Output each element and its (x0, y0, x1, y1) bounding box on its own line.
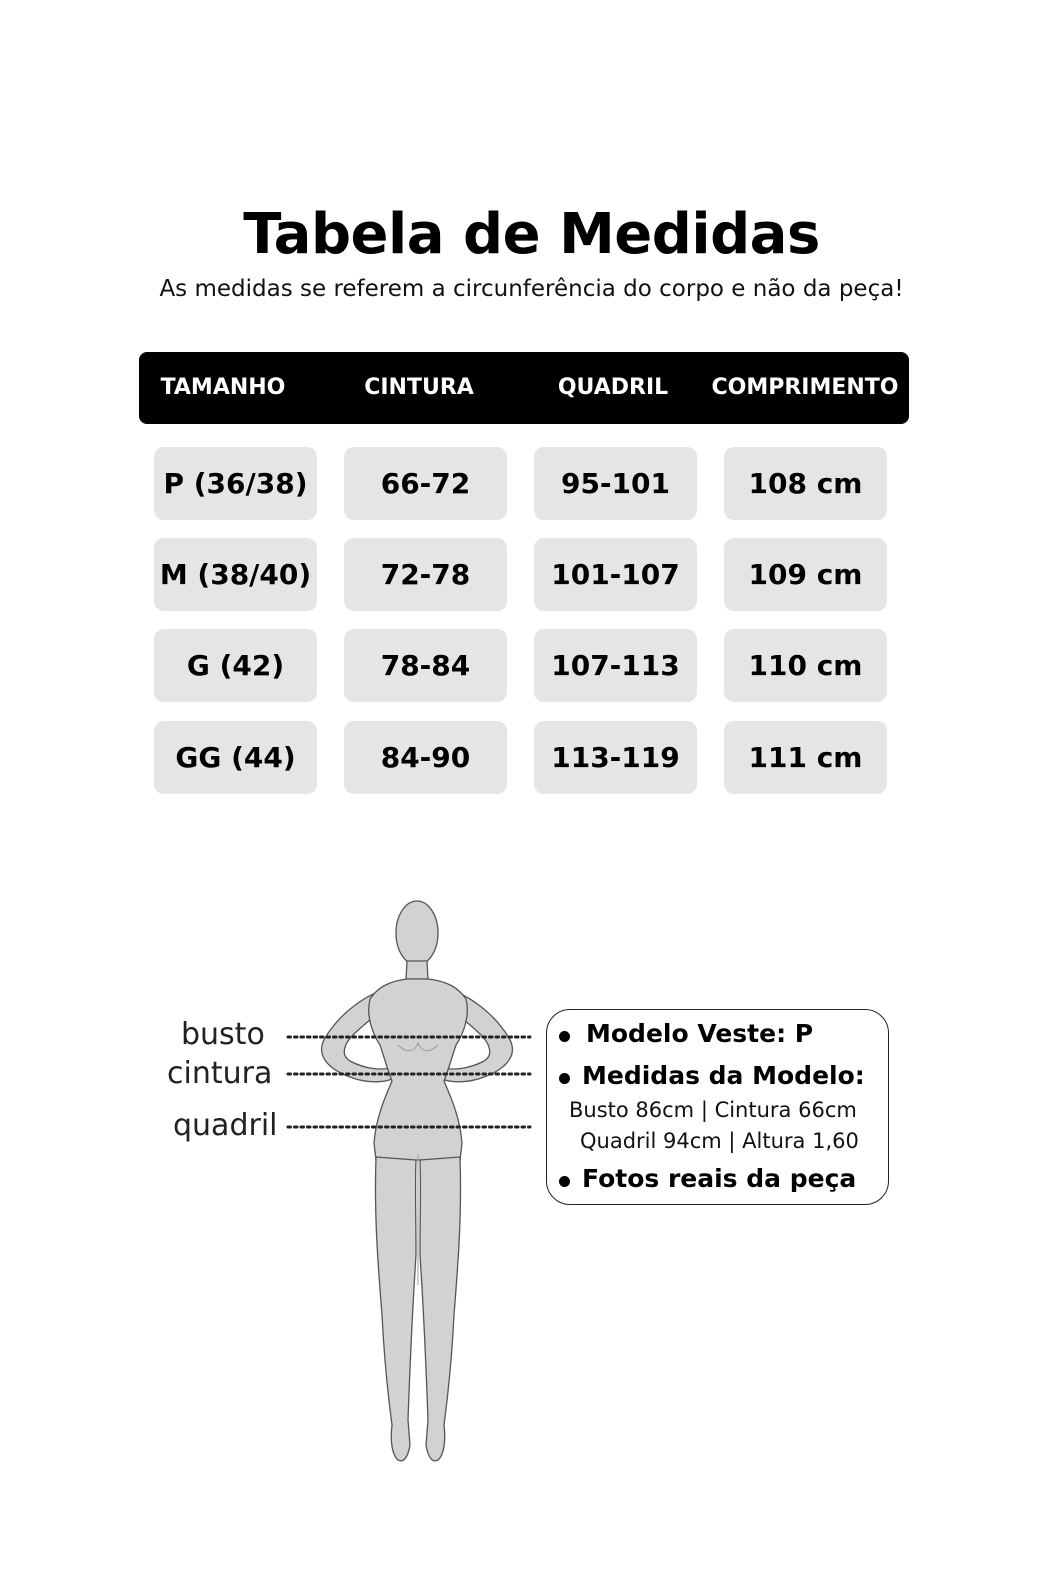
bust-label: busto (181, 1017, 265, 1052)
waist-cell: 78-84 (344, 629, 507, 702)
waist-label: cintura (167, 1056, 273, 1091)
hip-cell: 95-101 (534, 447, 697, 520)
model-info-box (546, 1009, 889, 1205)
hip-cell: 113-119 (534, 721, 697, 794)
length-cell: 110 cm (724, 629, 887, 702)
model-measures-title: Medidas da Modelo: (582, 1061, 865, 1090)
hip-cell: 101-107 (534, 538, 697, 611)
bullet-icon (559, 1176, 570, 1187)
column-header-waist: CINTURA (364, 375, 474, 400)
real-photos-text: Fotos reais da peça (582, 1164, 857, 1193)
hip-cell: 107-113 (534, 629, 697, 702)
waist-cell: 72-78 (344, 538, 507, 611)
hip-label: quadril (173, 1108, 278, 1143)
length-cell: 109 cm (724, 538, 887, 611)
model-measures-line-1: Busto 86cm | Cintura 66cm (569, 1098, 857, 1122)
bullet-icon (559, 1031, 570, 1042)
model-measures-line-2: Quadril 94cm | Altura 1,60 (580, 1129, 859, 1153)
column-header-length: COMPRIMENTO (711, 375, 899, 400)
waist-cell: 66-72 (344, 447, 507, 520)
model-wears-text: Modelo Veste: P (586, 1019, 814, 1048)
size-table-header (139, 352, 909, 424)
column-header-hip: QUADRIL (557, 375, 669, 400)
length-cell: 111 cm (724, 721, 887, 794)
size-cell: P (36/38) (154, 447, 317, 520)
page-title: Tabela de Medidas (243, 202, 820, 267)
column-header-size: TAMANHO (160, 375, 286, 400)
length-cell: 108 cm (724, 447, 887, 520)
body-silhouette-icon (160, 895, 540, 1470)
page-subtitle: As medidas se referem a circunferência do corpo e não da peça! (159, 276, 904, 302)
size-cell: GG (44) (154, 721, 317, 794)
size-cell: G (42) (154, 629, 317, 702)
size-cell: M (38/40) (154, 538, 317, 611)
waist-cell: 84-90 (344, 721, 507, 794)
bullet-icon (559, 1073, 570, 1084)
